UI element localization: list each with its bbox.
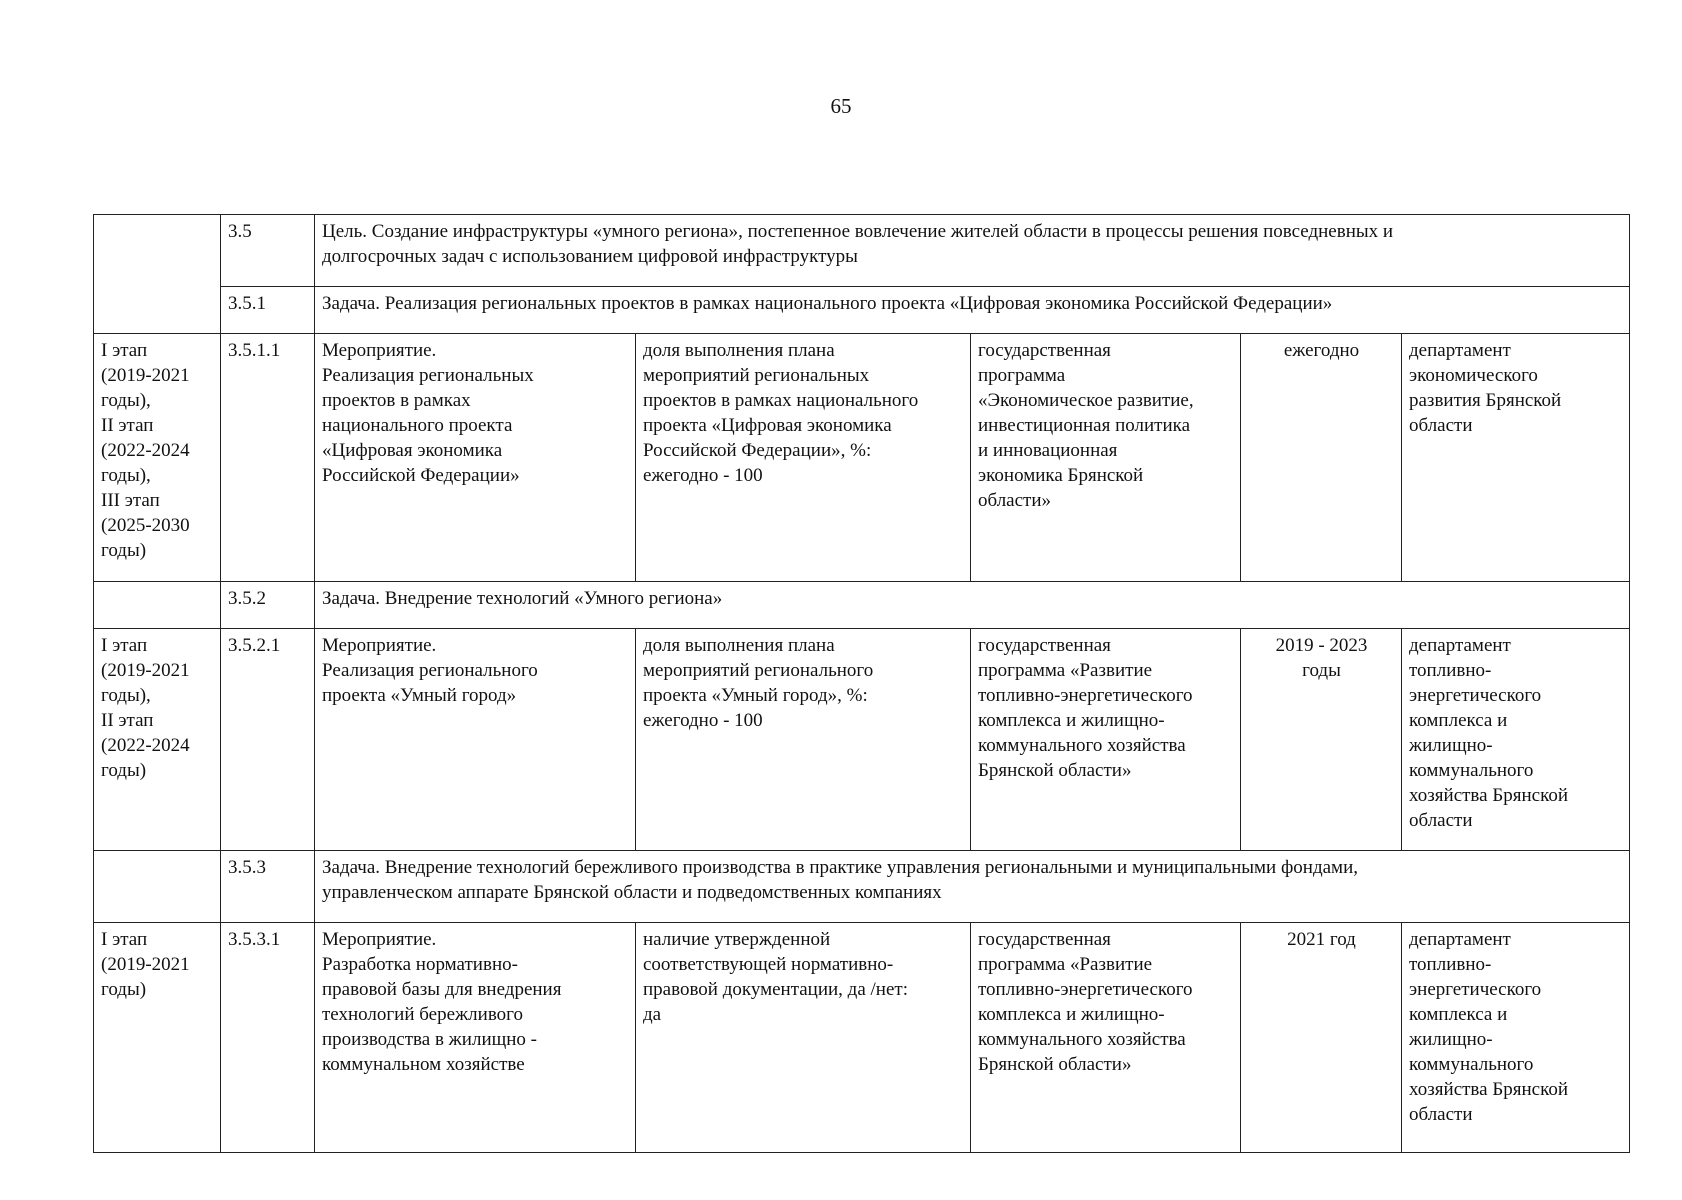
- period-cell: [1241, 923, 1402, 1153]
- cell-text-line: экономического: [1409, 365, 1538, 386]
- code-cell: 3.5.3.1: [221, 923, 315, 1153]
- cell-text-line: коммунальном хозяйстве: [322, 1054, 525, 1075]
- cell-text-line: мероприятий регионального: [643, 660, 874, 681]
- code-cell: 3.5.1: [221, 287, 315, 334]
- cell-text-line: коммунального: [1409, 760, 1534, 781]
- cell-text-line: Реализация регионального: [322, 660, 538, 681]
- indicator-cell: [636, 923, 971, 1153]
- cell-text-line: Российской Федерации»: [322, 465, 520, 486]
- cell-text-line: топливно-: [1409, 954, 1492, 975]
- table-row: [94, 582, 1630, 629]
- cell-text-line: жилищно-: [1409, 735, 1493, 756]
- program-cell: [971, 923, 1241, 1153]
- cell-text-line: I этап: [101, 635, 148, 656]
- cell-text-line: доля выполнения плана: [643, 340, 835, 361]
- stage-cell: [94, 629, 221, 851]
- cell-text-line: хозяйства Брянской: [1409, 785, 1569, 806]
- cell-text-line: «Экономическое развитие,: [978, 390, 1194, 411]
- code-cell: 3.5.1.1: [221, 334, 315, 582]
- event-cell: [315, 334, 636, 582]
- cell-text-line: годы: [1302, 660, 1341, 681]
- cell-text-line: (2019-2021: [101, 365, 190, 386]
- cell-text-line: коммунального: [1409, 1054, 1534, 1075]
- period-cell: [1241, 629, 1402, 851]
- cell-text-line: долгосрочных задач с использованием цифровой инфраструктуры: [322, 246, 858, 267]
- cell-text-line: национального проекта: [322, 415, 513, 436]
- code-cell: 3.5.2: [221, 582, 315, 629]
- cell-text-line: области: [1409, 810, 1473, 831]
- cell-text-line: мероприятий региональных: [643, 365, 870, 386]
- cell-text-line: правовой базы для внедрения: [322, 979, 562, 1000]
- cell-text-line: государственная: [978, 635, 1111, 656]
- cell-text-line: I этап: [101, 929, 148, 950]
- cell-text-line: комплекса и: [1409, 1004, 1508, 1025]
- cell-text-line: области»: [978, 490, 1052, 511]
- goal-cell: [315, 215, 1630, 287]
- stage-cell: [94, 215, 221, 334]
- cell-text-line: проекта «Умный город», %:: [643, 685, 868, 706]
- cell-text-line: III этап: [101, 490, 160, 511]
- cell-text-line: инвестиционная политика: [978, 415, 1191, 436]
- cell-text-line: годы),: [101, 685, 151, 706]
- cell-text-line: да: [643, 1004, 662, 1025]
- cell-text-line: «Цифровая экономика: [322, 440, 503, 461]
- cell-text-line: Брянской области»: [978, 760, 1132, 781]
- cell-text-line: коммунального хозяйства: [978, 735, 1186, 756]
- table-row: [94, 287, 1630, 334]
- stage-cell: [94, 582, 221, 629]
- cell-text-line: II этап: [101, 710, 154, 731]
- code-cell: 3.5.2.1: [221, 629, 315, 851]
- cell-text-line: топливно-: [1409, 660, 1492, 681]
- cell-text-line: Цель. Создание инфраструктуры «умного региона», постепенное вовлечение жителей области в процессы решения повседневных и: [322, 221, 1394, 242]
- event-cell: [315, 923, 636, 1153]
- cell-text-line: II этап: [101, 415, 154, 436]
- table-row: [94, 851, 1630, 923]
- cell-text-line: годы): [101, 979, 147, 1000]
- cell-text-line: соответствующей нормативно-: [643, 954, 894, 975]
- cell-text-line: проектов в рамках национального: [643, 390, 919, 411]
- cell-text-line: (2019-2021: [101, 660, 190, 681]
- cell-text-line: годы): [101, 760, 147, 781]
- executor-cell: [1402, 629, 1630, 851]
- cell-text-line: Мероприятие.: [322, 340, 437, 361]
- cell-text-line: правовой документации, да /нет:: [643, 979, 908, 1000]
- cell-text-line: развития Брянской: [1409, 390, 1562, 411]
- cell-text-line: программа «Развитие: [978, 954, 1153, 975]
- cell-text-line: жилищно-: [1409, 1029, 1493, 1050]
- cell-text-line: проекта «Умный город»: [322, 685, 517, 706]
- executor-cell: [1402, 334, 1630, 582]
- cell-text-line: годы),: [101, 465, 151, 486]
- cell-text-line: доля выполнения плана: [643, 635, 835, 656]
- table-row: [94, 215, 1630, 287]
- cell-text-line: программа: [978, 365, 1066, 386]
- cell-text-line: Задача. Внедрение технологий «Умного региона»: [322, 588, 723, 609]
- cell-text-line: и инновационная: [978, 440, 1118, 461]
- task-cell: [315, 851, 1630, 923]
- stage-cell: [94, 923, 221, 1153]
- cell-text-line: (2022-2024: [101, 440, 190, 461]
- cell-text-line: 2019 - 2023: [1275, 635, 1368, 656]
- cell-text-line: комплекса и жилищно-: [978, 710, 1165, 731]
- cell-text-line: (2022-2024: [101, 735, 190, 756]
- cell-text-line: коммунального хозяйства: [978, 1029, 1186, 1050]
- cell-text-line: (2025-2030: [101, 515, 190, 536]
- code-cell: 3.5.3: [221, 851, 315, 923]
- cell-text-line: департамент: [1409, 635, 1511, 656]
- cell-text-line: производства в жилищно -: [322, 1029, 537, 1050]
- program-cell: [971, 629, 1241, 851]
- cell-text-line: энергетического: [1409, 979, 1542, 1000]
- cell-text-line: энергетического: [1409, 685, 1542, 706]
- cell-text-line: экономика Брянской: [978, 465, 1144, 486]
- cell-text-line: годы): [101, 540, 147, 561]
- cell-text-line: годы),: [101, 390, 151, 411]
- cell-text-line: Задача. Реализация региональных проектов в рамках национального проекта «Цифровая экономика Российской Федерации»: [322, 293, 1333, 314]
- cell-text-line: Реализация региональных: [322, 365, 534, 386]
- table-row: [94, 629, 1630, 851]
- event-cell: [315, 629, 636, 851]
- cell-text-line: ежегодно - 100: [643, 710, 763, 731]
- cell-text-line: программа «Развитие: [978, 660, 1153, 681]
- cell-text-line: проектов в рамках: [322, 390, 471, 411]
- cell-text-line: Разработка нормативно-: [322, 954, 518, 975]
- cell-text-line: хозяйства Брянской: [1409, 1079, 1569, 1100]
- page-number: 65: [830, 94, 852, 118]
- executor-cell: [1402, 923, 1630, 1153]
- cell-text-line: I этап: [101, 340, 148, 361]
- cell-text-line: Российской Федерации», %:: [643, 440, 872, 461]
- cell-text-line: ежегодно - 100: [643, 465, 763, 486]
- cell-text-line: топливно-энергетического: [978, 685, 1193, 706]
- cell-text-line: топливно-энергетического: [978, 979, 1193, 1000]
- cell-text-line: Мероприятие.: [322, 929, 437, 950]
- cell-text-line: Мероприятие.: [322, 635, 437, 656]
- code-cell: 3.5: [221, 215, 315, 287]
- cell-text-line: (2019-2021: [101, 954, 190, 975]
- task-cell: [315, 582, 1630, 629]
- cell-text-line: наличие утвержденной: [643, 929, 831, 950]
- stage-cell: [94, 851, 221, 923]
- cell-text-line: управленческом аппарате Брянской области и подведомственных компаниях: [322, 882, 942, 903]
- cell-text-line: Брянской области»: [978, 1054, 1132, 1075]
- cell-text-line: Задача. Внедрение технологий бережливого производства в практике управления региональными и муниципальными фондами,: [322, 857, 1358, 878]
- cell-text-line: проекта «Цифровая экономика: [643, 415, 892, 436]
- cell-text-line: области: [1409, 415, 1473, 436]
- cell-text-line: 2021 год: [1287, 929, 1356, 950]
- cell-text-line: государственная: [978, 929, 1111, 950]
- period-cell: [1241, 334, 1402, 582]
- cell-text-line: департамент: [1409, 340, 1511, 361]
- cell-text-line: государственная: [978, 340, 1111, 361]
- program-activities-table: [93, 214, 1630, 1153]
- table-row: [94, 334, 1630, 582]
- cell-text-line: области: [1409, 1104, 1473, 1125]
- cell-text-line: департамент: [1409, 929, 1511, 950]
- indicator-cell: [636, 629, 971, 851]
- program-cell: [971, 334, 1241, 582]
- task-cell: [315, 287, 1630, 334]
- cell-text-line: технологий бережливого: [322, 1004, 523, 1025]
- table-row: [94, 923, 1630, 1153]
- cell-text-line: ежегодно: [1283, 340, 1360, 361]
- cell-text-line: комплекса и: [1409, 710, 1508, 731]
- cell-text-line: комплекса и жилищно-: [978, 1004, 1165, 1025]
- stage-cell: [94, 334, 221, 582]
- indicator-cell: [636, 334, 971, 582]
